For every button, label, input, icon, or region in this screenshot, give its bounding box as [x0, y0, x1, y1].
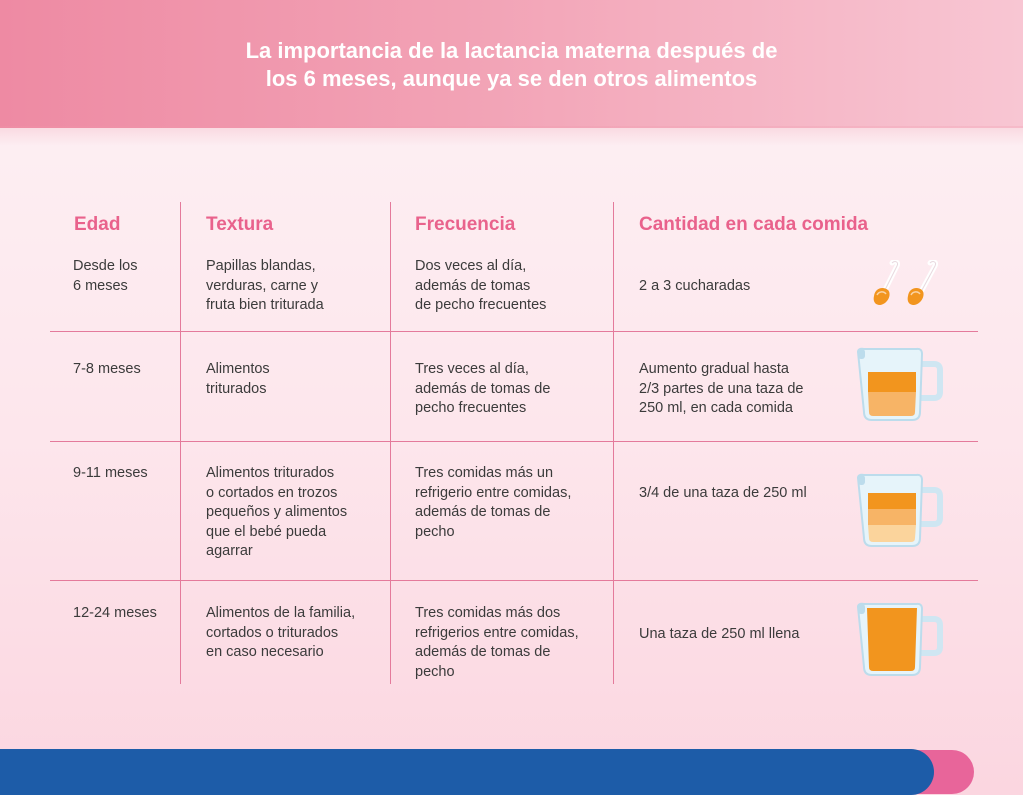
cup-full-icon [854, 601, 944, 677]
cell-cantidad: Una taza de 250 ml llena [639, 626, 800, 642]
cell-textura: Alimentos triturados [206, 361, 270, 397]
cell-cantidad: 2 a 3 cucharadas [639, 278, 751, 294]
cell-frecuencia: Tres veces al día, además de tomas de pecho frecuentes [415, 361, 551, 416]
row-divider [50, 331, 978, 332]
footer-bar [0, 749, 934, 795]
page-title-line-1: La importancia de la lactancia materna después de [245, 38, 778, 63]
row-divider [50, 441, 978, 442]
column-divider [613, 202, 614, 684]
cell-cantidad: 3/4 de una taza de 250 ml [639, 485, 807, 501]
cell-edad: 7-8 meses [73, 361, 141, 377]
cell-textura: Alimentos triturados o cortados en trozos pequeños y alimentos que el bebé pueda agarrar [206, 465, 348, 559]
cell-textura: Alimentos de la familia, cortados o triturados en caso necesario [206, 605, 356, 660]
row-divider [50, 580, 978, 581]
column-divider [390, 202, 391, 684]
column-header-edad: Edad [74, 214, 121, 235]
cell-cantidad: Aumento gradual hasta 2/3 partes de una taza de 250 ml, en cada comida [639, 361, 804, 416]
cell-textura: Papillas blandas, verduras, carne y fruta bien triturada [206, 258, 324, 313]
page-title-line-2: los 6 meses, aunque ya se den otros alimentos [265, 66, 758, 91]
cell-frecuencia: Tres comidas más dos refrigerios entre comidas, además de tomas de pecho [415, 605, 579, 680]
cell-frecuencia: Tres comidas más un refrigerio entre comidas, además de tomas de pecho [415, 465, 572, 540]
column-header-textura: Textura [206, 214, 274, 235]
column-header-frecuencia: Frecuencia [415, 214, 516, 235]
cell-edad: 9-11 meses [73, 465, 148, 481]
cell-frecuencia: Dos veces al día, además de tomas de pecho frecuentes [415, 258, 547, 313]
column-header-cantidad: Cantidad en cada comida [639, 214, 869, 235]
column-divider [180, 202, 181, 684]
cup-three-quarters-icon [854, 472, 944, 548]
cup-two-thirds-icon [854, 346, 944, 422]
cell-edad: Desde los 6 meses [73, 258, 138, 294]
spoons-icon [868, 260, 942, 310]
cell-edad: 12-24 meses [73, 605, 157, 621]
